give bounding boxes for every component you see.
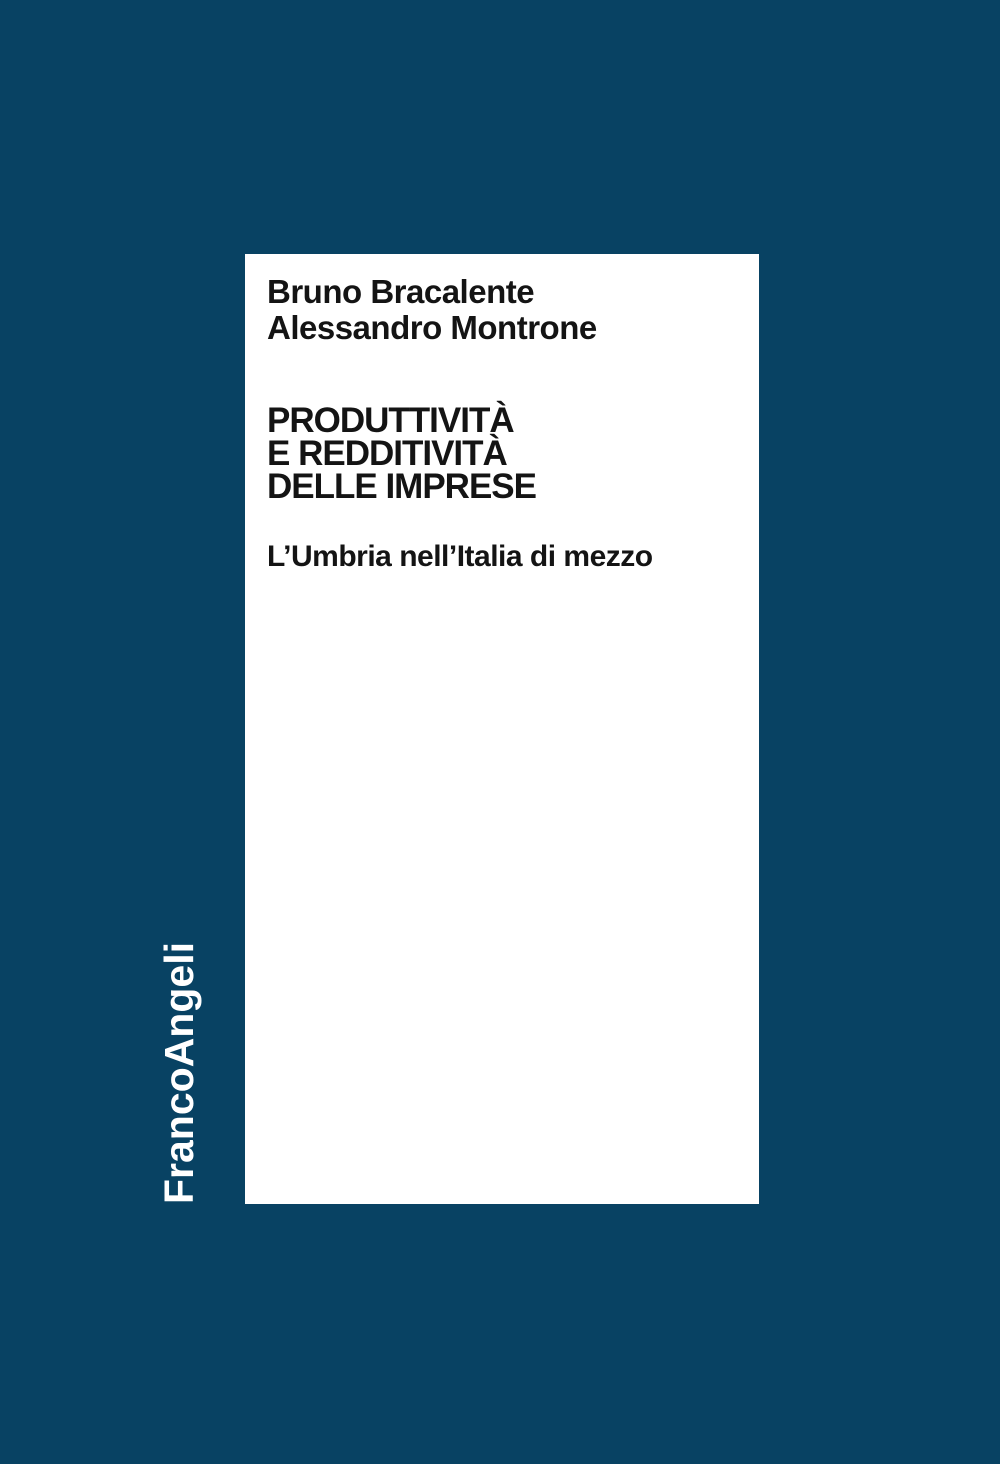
author-names — [267, 274, 597, 346]
book-title-line-2: E REDDITIVITÀ — [267, 434, 507, 473]
book-title-line-1: PRODUTTIVITÀ — [267, 401, 514, 440]
book-subtitle: L’Umbria nell’Italia di mezzo — [267, 540, 653, 573]
publisher-logotype: FrancoAngeli — [156, 942, 202, 1204]
author-name-2: Alessandro Montrone — [267, 309, 597, 346]
book-title-line-3: DELLE IMPRESE — [267, 467, 536, 506]
author-name-1: Bruno Bracalente — [267, 273, 535, 310]
book-title — [267, 401, 536, 506]
title-panel — [245, 254, 759, 1204]
